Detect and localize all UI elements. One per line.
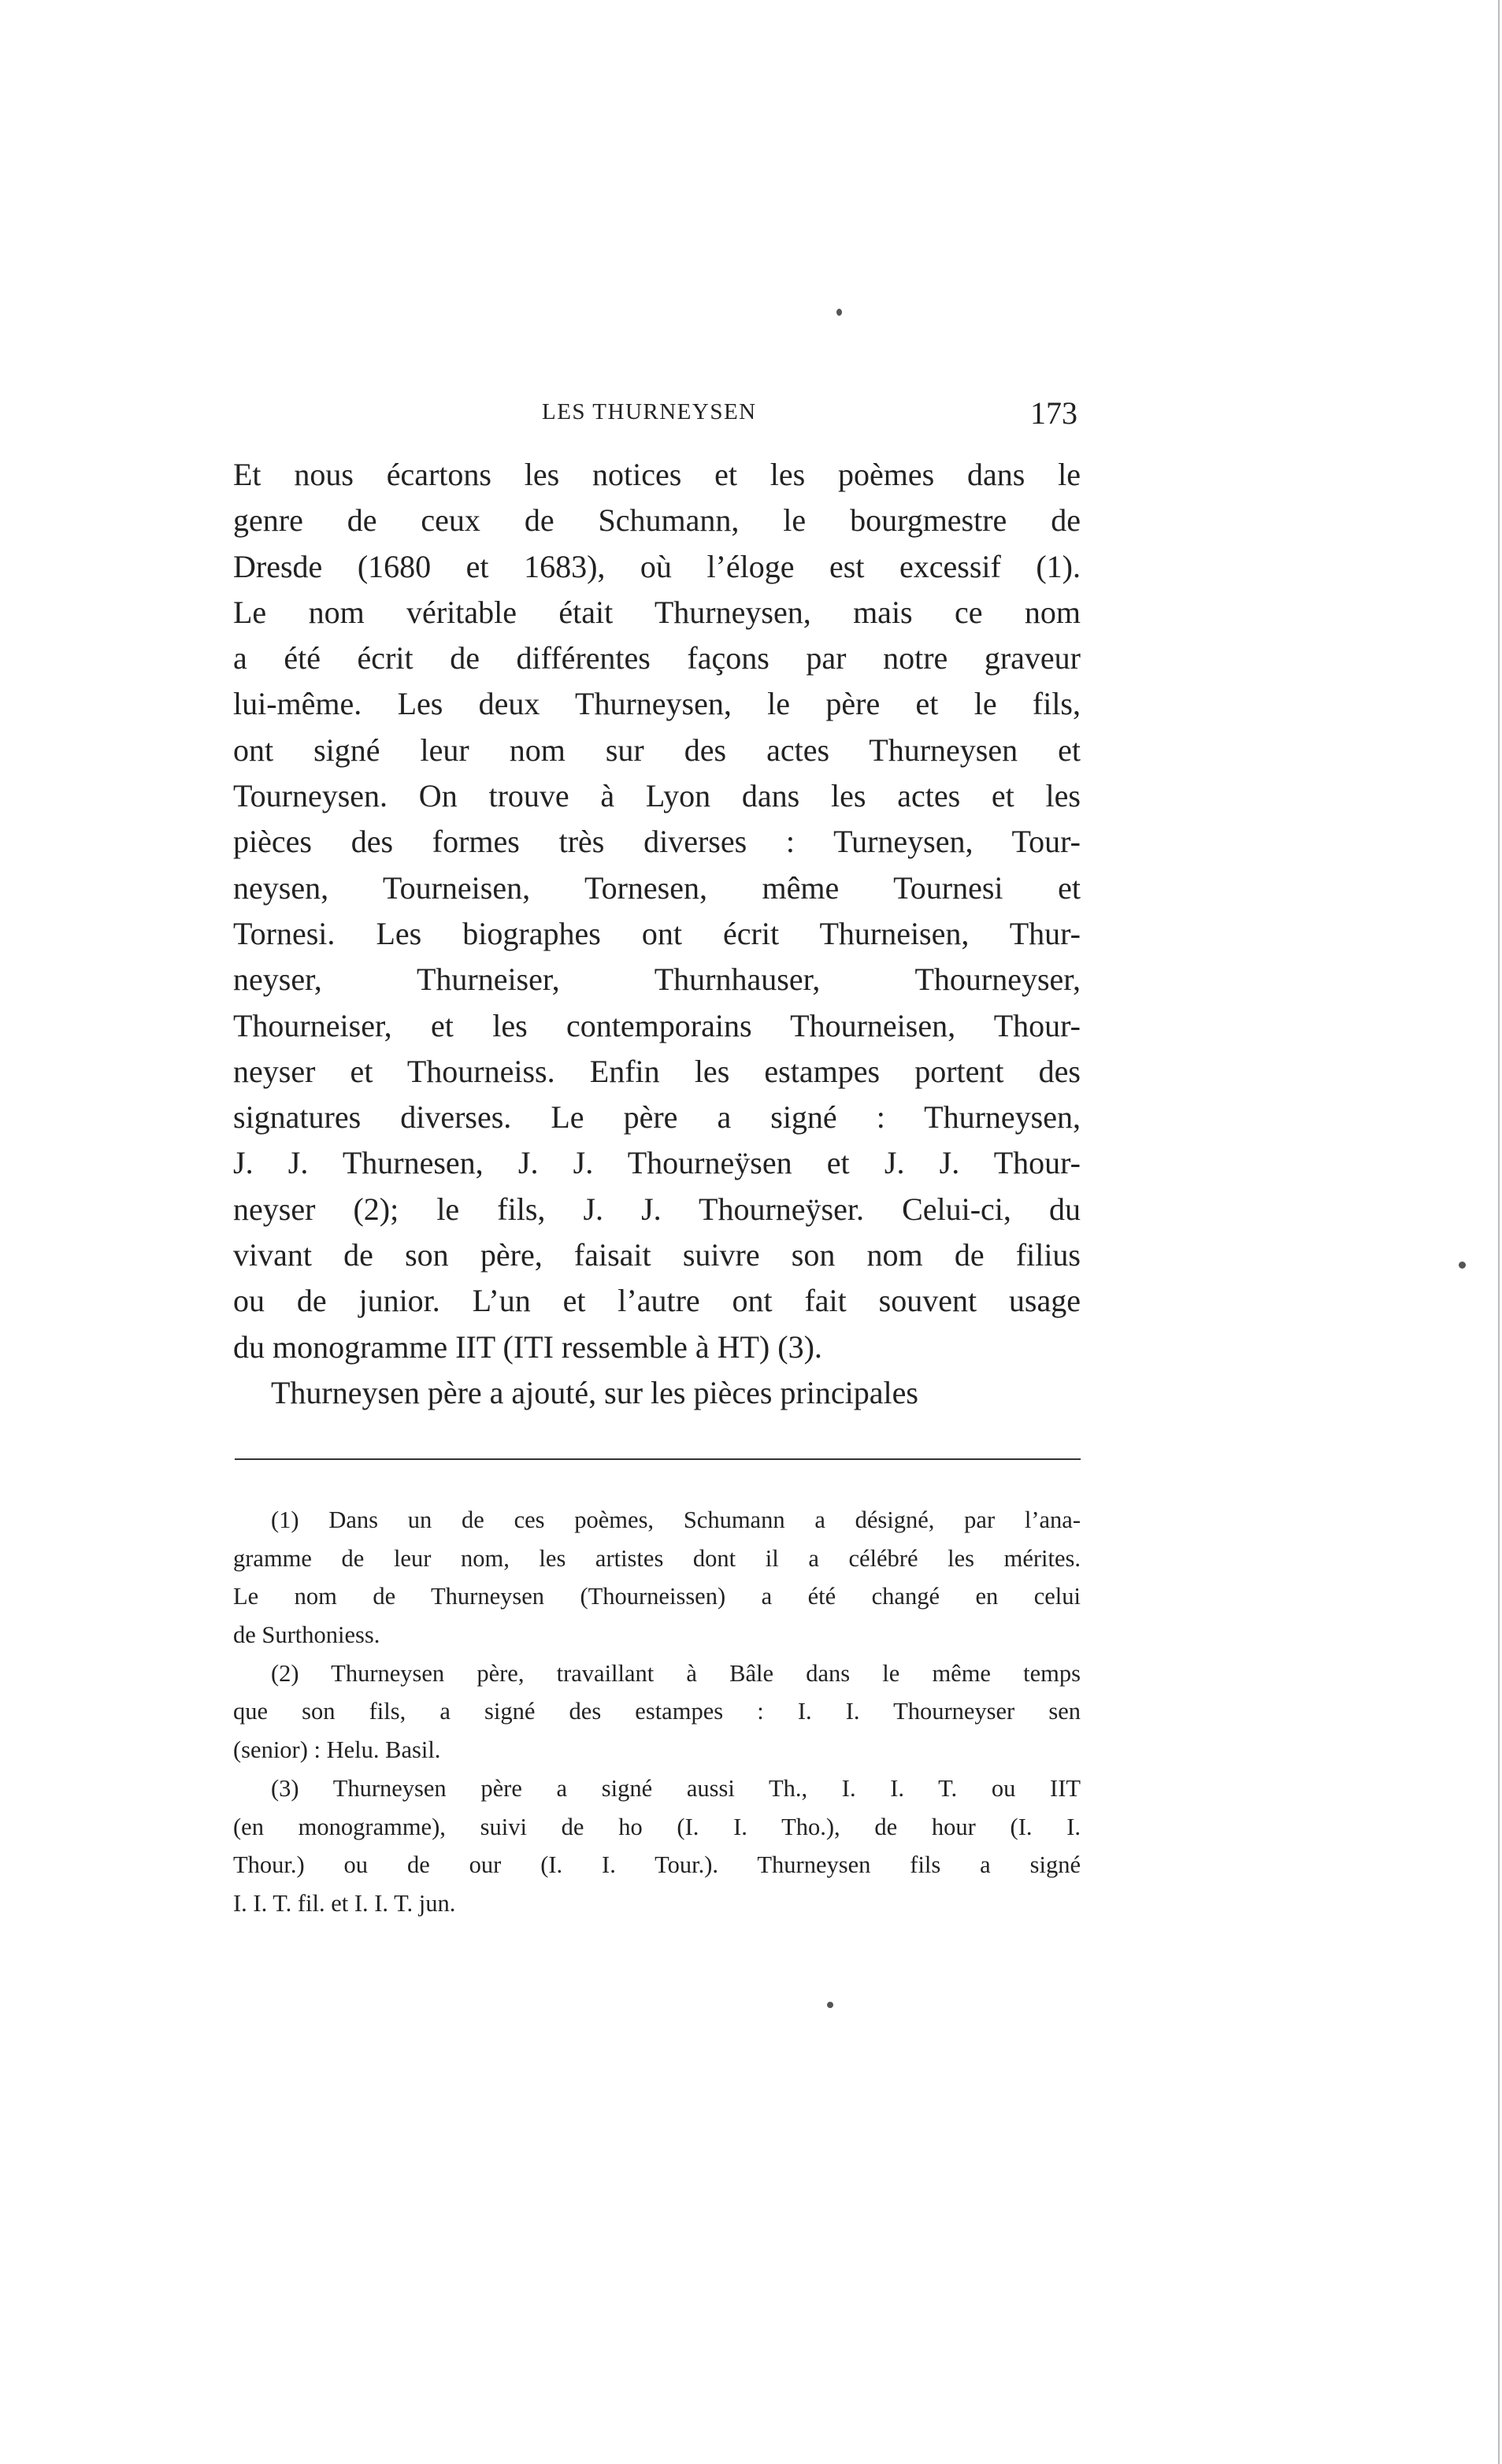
footnote-line: gramme de leur nom, les artistes dont il a célébré les mérites. xyxy=(233,1544,1081,1572)
body-line: lui-même. Les deux Thurneysen, le père et le fils, xyxy=(233,686,1081,722)
body-line: neysen, Tourneisen, Tornesen, même Tournesi et xyxy=(233,869,1081,906)
body-line: Dresde (1680 et 1683), où l’éloge est excessif (1). xyxy=(233,548,1081,584)
footnote-line: (1) Dans un de ces poèmes, Schumann a désigné, par l’ana- xyxy=(271,1506,1081,1533)
page-number: 173 xyxy=(1030,395,1077,431)
body-line: Et nous écartons les notices et les poèmes dans le xyxy=(233,457,1081,492)
page-edge-line xyxy=(1498,0,1500,2464)
footnote-line: I. I. T. fil. et I. I. T. jun. xyxy=(233,1889,456,1917)
page-header xyxy=(233,396,1081,435)
ink-speck xyxy=(1459,1262,1466,1269)
body-line: pièces des formes très diverses : Turneysen, Tour- xyxy=(233,824,1081,860)
body-line: neyser, Thurneiser, Thurnhauser, Thourneyser, xyxy=(233,962,1081,998)
footnotes xyxy=(233,1501,1081,1923)
body-line: a été écrit de différentes façons par notre graveur xyxy=(233,640,1081,676)
body-line: neyser (2); le fils, J. J. Thourneÿser. Celui-ci, du xyxy=(233,1191,1081,1227)
footnote-line: que son fils, a signé des estampes : I. I. Thourneyser sen xyxy=(233,1698,1081,1725)
running-title: LES THURNEYSEN xyxy=(542,399,757,424)
body-text xyxy=(233,452,1081,1416)
footnote-line: de Surthoniess. xyxy=(233,1621,380,1649)
body-line: Le nom véritable était Thurneysen, mais ce nom xyxy=(233,594,1081,630)
body-line: Thourneiser, et les contemporains Thourneisen, Thour- xyxy=(233,1007,1081,1043)
body-line: Tourneysen. On trouve à Lyon dans les actes et les xyxy=(233,778,1081,814)
footnote-separator xyxy=(235,1458,1081,1460)
footnote-line: Thour.) ou de our (I. I. Tour.). Thurneysen fils a signé xyxy=(233,1851,1081,1879)
body-line: J. J. Thurnesen, J. J. Thourneÿsen et J. J. Thour- xyxy=(233,1145,1081,1181)
body-line: Tornesi. Les biographes ont écrit Thurneisen, Thur- xyxy=(233,915,1081,951)
footnote-line: (2) Thurneysen père, travaillant à Bâle dans le même temps xyxy=(271,1659,1081,1687)
body-line: signatures diverses. Le père a signé : Thurneysen, xyxy=(233,1099,1081,1136)
footnote-line: (senior) : Helu. Basil. xyxy=(233,1736,441,1764)
body-line: du monogramme IIT (ITI ressemble à HT) (3). xyxy=(233,1328,822,1365)
body-line: genre de ceux de Schumann, le bourgmestre de xyxy=(233,502,1081,539)
body-line: neyser et Thourneiss. Enfin les estampes portent des xyxy=(233,1053,1081,1089)
footnote-line: Le nom de Thurneysen (Thourneissen) a été changé en celui xyxy=(233,1583,1081,1610)
body-line: Thurneysen père a ajouté, sur les pièces principales xyxy=(271,1374,918,1410)
footnote-line: (en monogramme), suivi de ho (I. I. Tho.), de hour (I. I. xyxy=(233,1813,1081,1840)
body-line: ou de junior. L’un et l’autre ont fait souvent usage xyxy=(233,1283,1081,1319)
body-line: ont signé leur nom sur des actes Thurneysen et xyxy=(233,732,1081,768)
footnote-line: (3) Thurneysen père a signé aussi Th., I. I. T. ou IIT xyxy=(271,1774,1081,1802)
body-line: vivant de son père, faisait suivre son nom de filius xyxy=(233,1237,1081,1273)
ink-speck xyxy=(827,2002,833,2008)
ink-speck xyxy=(836,309,842,316)
